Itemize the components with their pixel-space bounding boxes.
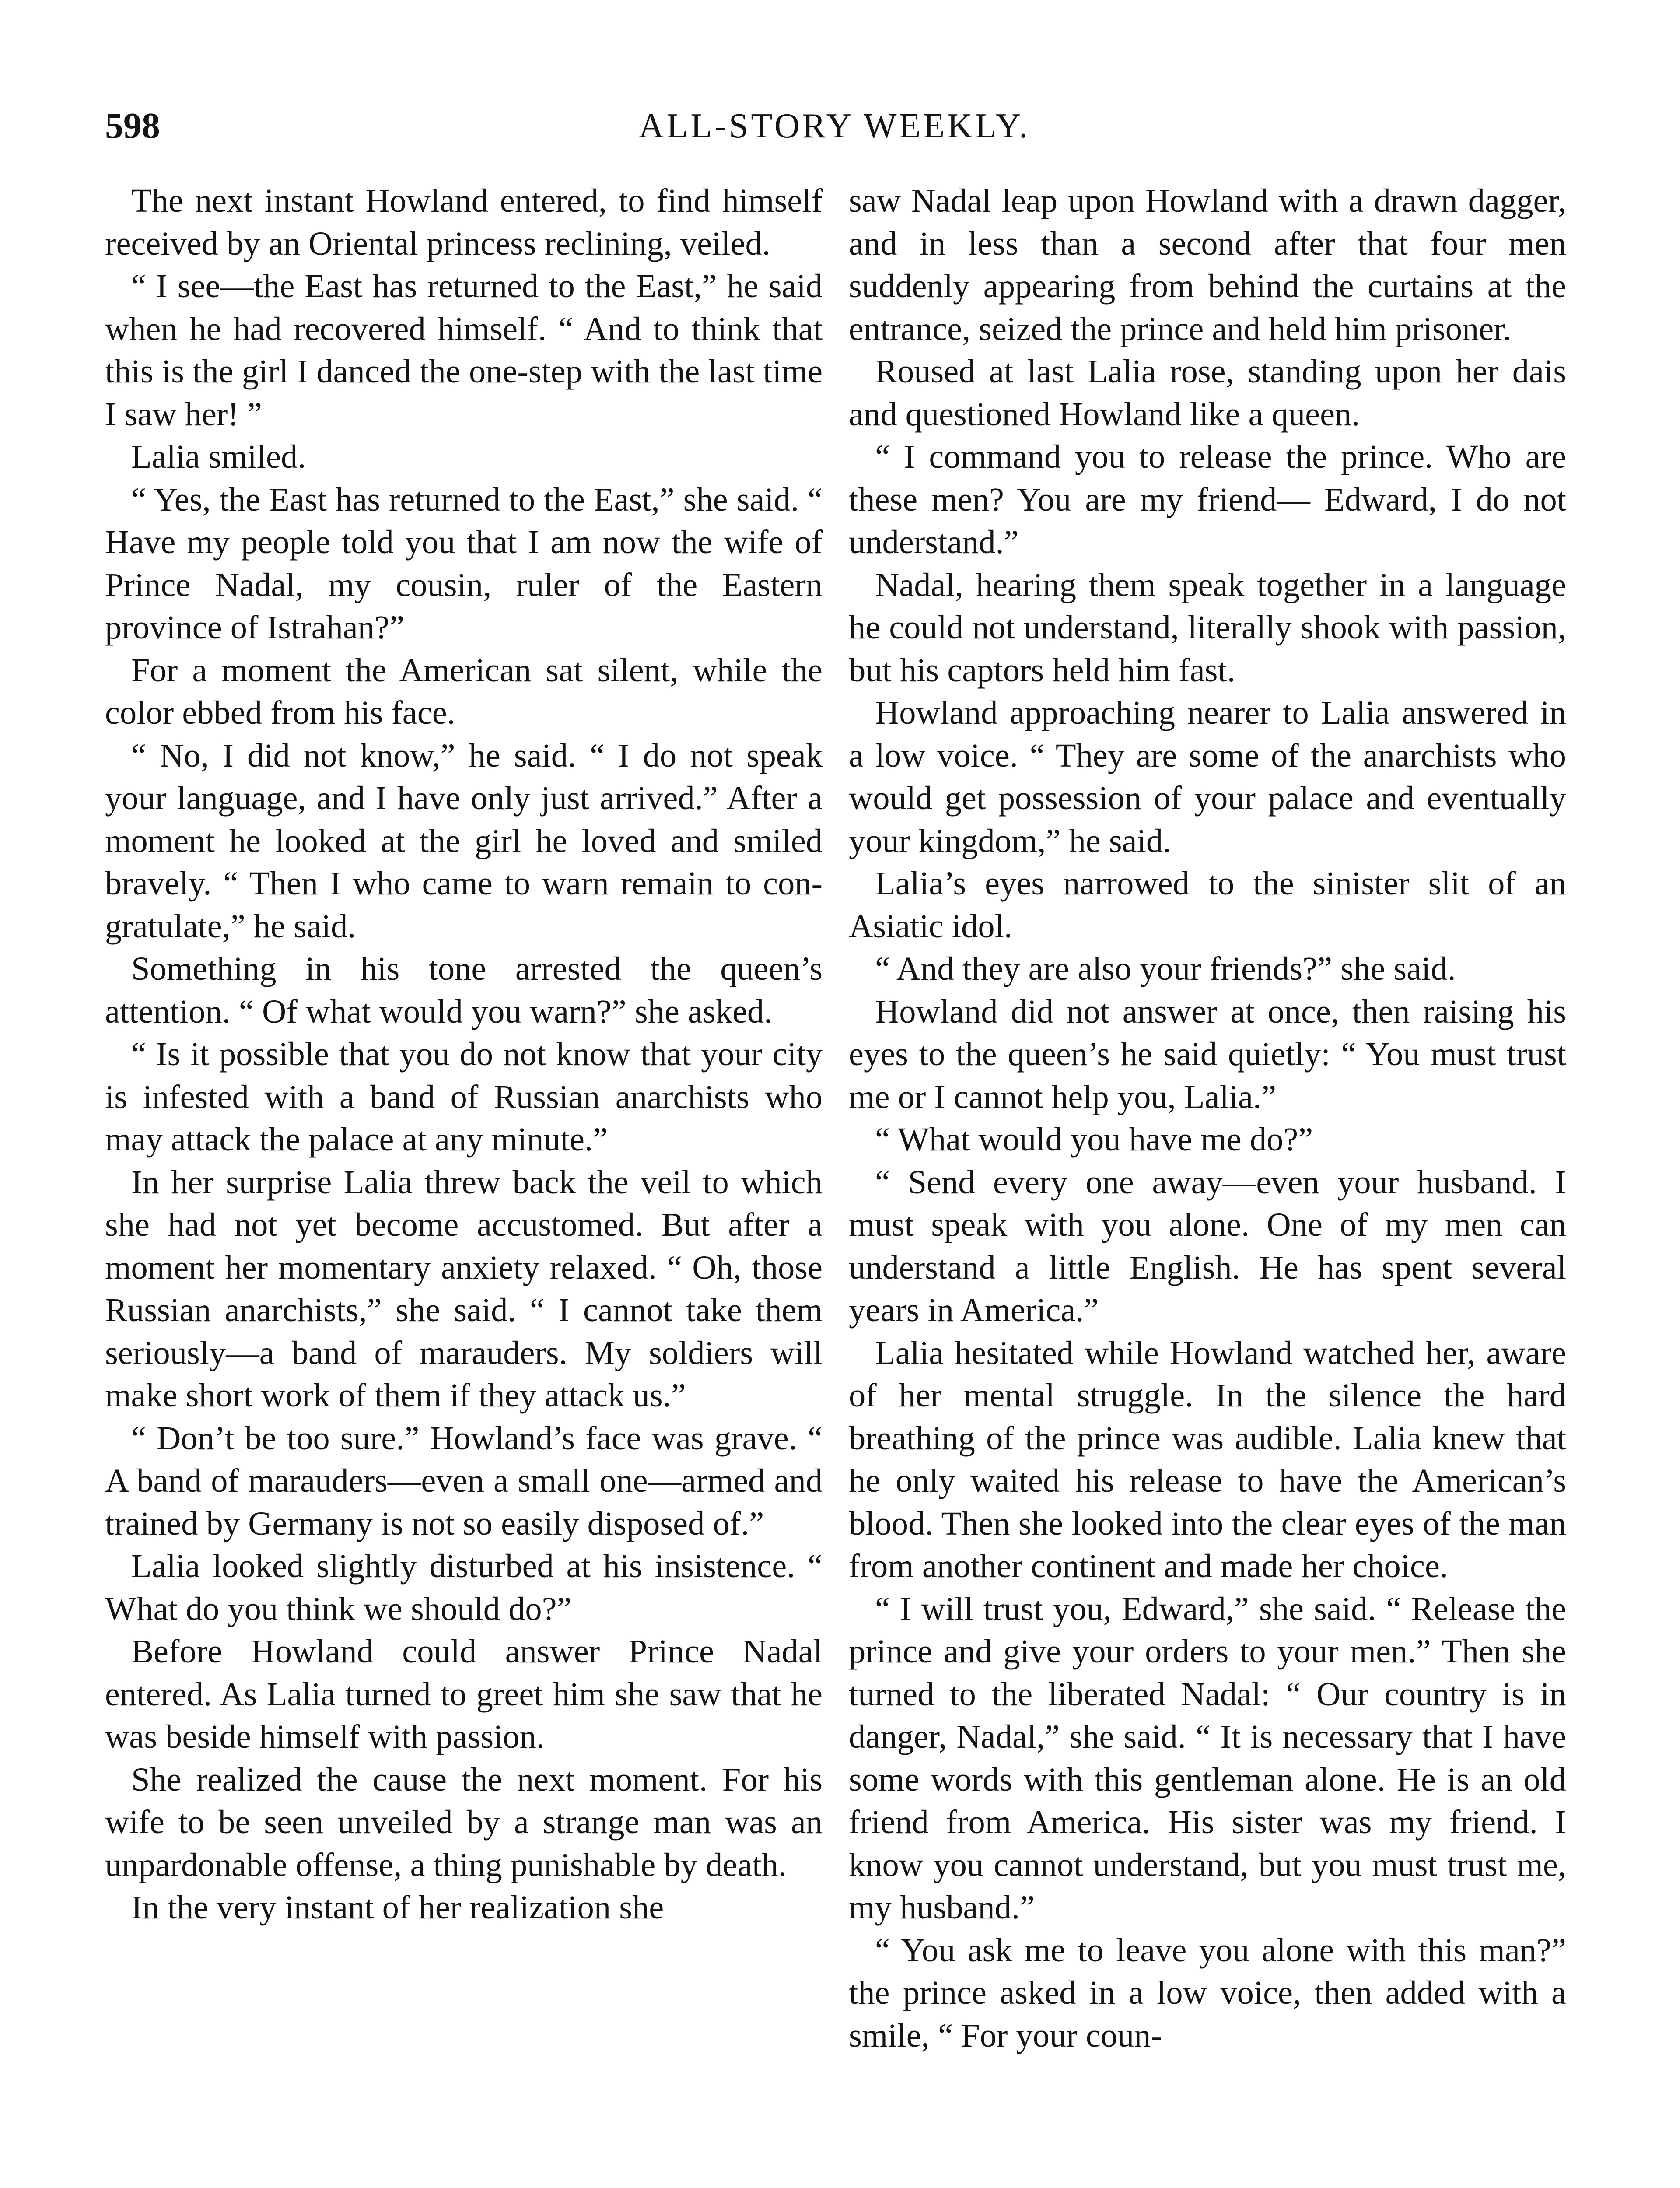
paragraph: In the very instant of her realization she bbox=[131, 1889, 664, 1926]
running-title: ALL-STORY WEEKLY. bbox=[638, 107, 1031, 145]
paragraph: saw Nadal leap upon Howland with a drawn dagger, and in less than a second after that four men suddenly appearing from behind the curtains at the entrance, seized the prince and held him prisoner. bbox=[849, 182, 1566, 347]
paragraph: Lalia hesitated while Howland watched her, aware of her mental struggle. In the silence the hard breathing of the prince was audible. Lalia knew that he only waited his release to have the American’s blood. Then she looked into the clear eyes of the man from another continent and made her choice. bbox=[849, 1334, 1566, 1585]
paragraph: “ Send every one away—even your husband. I must speak with you alone. One of my men can understand a little English. He has spent several years in America.” bbox=[849, 1163, 1566, 1329]
paragraph: Before Howland could answer Prince Nadal entered. As Lalia turned to greet him she saw that he was beside himself with passion. bbox=[105, 1633, 822, 1755]
paragraph: Roused at last Lalia rose, standing upon her dais and questioned Howland like a queen. bbox=[849, 353, 1566, 433]
paragraph: “ I see—the East has returned to the East,” he said when he had recovered himself. “ And to think that this is the girl I danced the one-step with the last time I saw her! ” bbox=[105, 267, 822, 433]
right-column bbox=[849, 179, 1566, 2188]
paragraph: “ I will trust you, Edward,” she said. “ Release the prince and give your orders to your men.” Then she turned to the liberated Nadal: “ Our country is in danger, Nadal,” she said. “ It is necessary that I have some words with this gentleman alone. He is an old friend from America. His sister was my friend. I know you cannot understand, but you must trust me, my husband.” bbox=[849, 1590, 1566, 1926]
paragraph: “ You ask me to leave you alone with this man?” the prince asked in a low voice, then added with a smile, “ For your coun- bbox=[849, 1931, 1566, 2054]
paragraph: Nadal, hearing them speak together in a language he could not understand, literally shook with passion, but his captors held him fast. bbox=[849, 566, 1566, 689]
paragraph: “ Don’t be too sure.” Howland’s face was grave. “ A band of marauders—even a small one—armed and trained by Germany is not so easily disposed of.” bbox=[105, 1419, 822, 1542]
paragraph: “ And they are also your friends?” she said. bbox=[875, 950, 1456, 987]
paragraph: Lalia looked slightly disturbed at his insistence. “ What do you think we should do?” bbox=[105, 1547, 822, 1627]
paragraph: “ No, I did not know,” he said. “ I do not speak your language, and I have only just arrived.” After a moment he looked at the girl he loved and smiled bravely. “ Then I who came to warn remain to congratulate,” he said. bbox=[105, 736, 822, 945]
left-column bbox=[105, 179, 822, 2188]
paragraph: “ Yes, the East has returned to the East,” she said. “ Have my people told you that I am now the wife of Prince Nadal, my cousin, ruler of the Eastern province of Istrahan?” bbox=[105, 480, 822, 646]
paragraph: Something in his tone arrested the queen’s attention. “ Of what would you warn?” she asked. bbox=[105, 950, 822, 1030]
paragraph: Howland did not answer at once, then raising his eyes to the queen’s he said quietly: “ You must trust me or I cannot help you, Lalia.” bbox=[849, 992, 1566, 1115]
paragraph: For a moment the American sat silent, while the color ebbed from his face. bbox=[105, 651, 822, 731]
page-number: 598 bbox=[105, 105, 160, 146]
paragraph: Lalia’s eyes narrowed to the sinister slit of an Asiatic idol. bbox=[849, 865, 1566, 945]
paragraph: Lalia smiled. bbox=[131, 438, 306, 475]
paragraph: Howland approaching nearer to Lalia answered in a low voice. “ They are some of the anarchists who would get possession of your palace and eventually your kingdom,” he said. bbox=[849, 694, 1566, 859]
paragraph: The next instant Howland entered, to find himself received by an Oriental princess reclining, veiled. bbox=[105, 182, 822, 262]
page-header bbox=[105, 100, 1564, 152]
paragraph: “ I command you to release the prince. Who are these men? You are my friend— Edward, I do not understand.” bbox=[849, 438, 1566, 561]
paragraph: “ Is it possible that you do not know that your city is infested with a band of Russian anarchists who may attack the palace at any minute.” bbox=[105, 1035, 822, 1158]
paragraph: “ What would you have me do?” bbox=[875, 1121, 1313, 1158]
paragraph: She realized the cause the next moment. For his wife to be seen unveiled by a strange man was an unpardonable offense, a thing punishable by death. bbox=[105, 1760, 822, 1883]
paragraph: In her surprise Lalia threw back the veil to which she had not yet become accustomed. But after a moment her momentary anxiety relaxed. “ Oh, those Russian anarchists,” she said. “ I cannot take them seriously—a band of marauders. My soldiers will make short work of them if they attack us.” bbox=[105, 1163, 822, 1414]
